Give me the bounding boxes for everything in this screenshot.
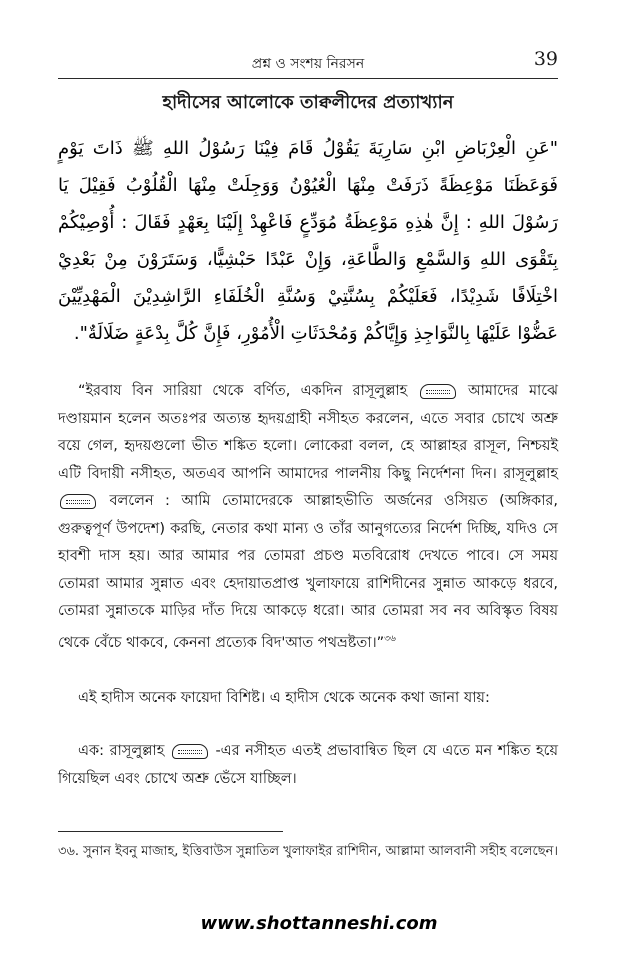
header-divider bbox=[58, 78, 558, 79]
footnote: ৩৬. সুনান ইবনু মাজাহ, ইত্তিবাউস সুন্নাতিল খুলাফাইর রাশিদীন, আল্লামা আলবানী সহীহ বলেছেন। bbox=[58, 844, 558, 859]
page-number: 39 bbox=[533, 48, 558, 70]
translation-paragraph bbox=[58, 378, 558, 657]
translation-text-1: “ইরবায বিন সারিয়া থেকে বর্ণিত, একদিন রাসূলুল্লাহ bbox=[78, 383, 408, 399]
footnote-divider bbox=[58, 831, 283, 832]
point-one-paragraph bbox=[58, 738, 558, 793]
arabic-hadith-text: "عَنِ الْعِرْبَاضِ ابْنِ سَارِيَةَ يَقُوْلُ قَامَ فِيْنَا رَسُوْلُ اللهِ ﷺ ذَاتَ يَوْمٍ فَوَعَظَنَا مَوْعِظَةً ذَرَفَتْ مِنْهَا الْعُيُوْنُ وَوَجِلَتْ مِنْهَا الْقُلُوْبُ فَقِيْلَ يَا رَسُوْلَ اللهِ : إِنَّ هٰذِهِ مَوْعِظَةُ مُوَدِّعٍ فَاعْهِدْ إِلَيْنَا بِعَهْدٍ فَقَالَ : أُوْصِيْكُمْ بِتَقْوَى اللهِ وَالسَّمْعِ وَالطَّاعَةِ، وَإِنْ عَبْدًا حَبْشِيًّا، وَسَتَرَوْنَ مِنْ بَعْدِيْ اخْتِلَافًا شَدِيْدًا، فَعَلَيْكُمْ بِسُنَّتِيْ وَسُنَّةِ الْخُلَفَاءِ الرَّاشِدِيْنَ الْمَهْدِيِّيْنَ عَضُّوْا عَلَيْهَا بِالنَّوَاجِذِ وَإِيَّاكُمْ وَمُحْدَثَاتِ الْأُمُوْرِ، فَإِنَّ كُلَّ بِدْعَةٍ ضَلَالَةٌ". bbox=[58, 138, 558, 344]
running-title: প্রশ্ন ও সংশয় নিরসন bbox=[251, 56, 365, 72]
point-one-text-1: এক: রাসূলুল্লাহ bbox=[78, 743, 165, 759]
website-url[interactable]: www.shottanneshi.com bbox=[200, 913, 438, 934]
salawat-symbol-icon bbox=[420, 384, 456, 399]
point-one-text-2: -এর নসীহত এতই প্রভাবান্বিত ছিল যে এতে মন শঙ্কিত হয়ে গিয়েছিল এবং চোখে অশ্রু ভেঁসে যাচ্ছিল। bbox=[58, 743, 558, 787]
salawat-symbol-icon bbox=[172, 744, 208, 759]
salawat-symbol-icon bbox=[60, 494, 96, 509]
footnote-marker: ৩৬ bbox=[384, 633, 396, 644]
section-title: হাদীসের আলোকে তাক্বলীদের প্রত্যাখ্যান bbox=[162, 92, 454, 113]
translation-text-3: বললেন : আমি তোমাদেরকে আল্লাহভীতি অর্জনের ওসিয়ত (অঙ্গিকার, গুরুত্বপূর্ণ উপদেশ) করছি, নেতার কথা মান্য ও তাঁর আনুগত্যের নির্দেশ দিচ্ছি, যদিও সে হাবশী দাস হয়। আর আমার পর তোমরা প্রচণ্ড মতবিরোধ দেখতে পাবে। সে সময় তোমরা আমার সুন্নাত এবং হেদায়াতপ্রাপ্ত খুলাফায়ে রাশিদীনের সুন্নাত আকড়ে ধরবে, তোমরা সুন্নাতকে মাড়ির দাঁত দিয়ে আকড়ে ধরো। আর তোমরা সব নব অবিস্কৃত বিষয় থেকে বেঁচে থাকবে, কেননা প্রত্যেক বিদ'আত পথভ্রষ্টতা।” bbox=[58, 493, 558, 651]
translation-text-2: আমাদের মাঝে দণ্ডায়মান হলেন অতঃপর অত্যন্ত হৃদয়গ্রাহী নসীহত করলেন, এতে সবার চোখে অশ্রু বয়ে গেল, হৃদয়গুলো ভীত শঙ্কিত হলো। লোকেরা বলল, হে আল্লাহর রাসূল, নিশ্চয়ই এটি বিদায়ী নসীহত, অতএব আপনি আমাদের পালনীয় কিছু নির্দেশনা দিন। রাসূলুল্লাহ bbox=[58, 383, 559, 482]
intro-paragraph: এই হাদীস অনেক ফায়েদা বিশিষ্ট। এ হাদীস থেকে অনেক কথা জানা যায়: bbox=[78, 690, 490, 706]
running-header bbox=[58, 48, 558, 78]
